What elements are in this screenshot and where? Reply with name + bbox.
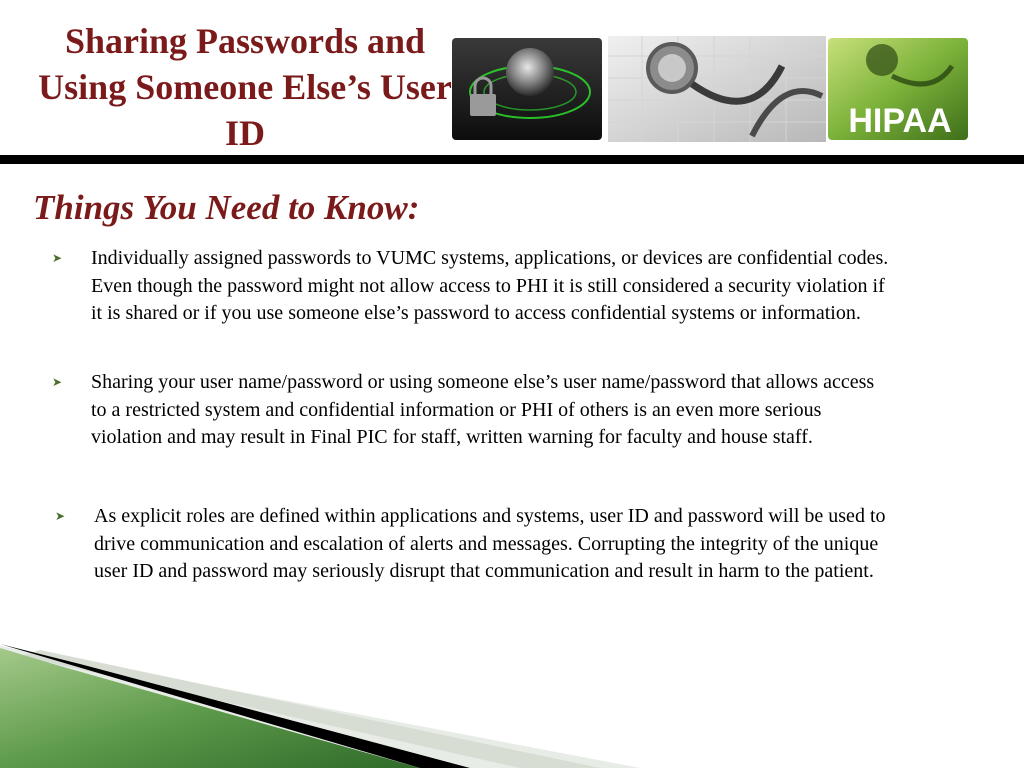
bullet-text: As explicit roles are defined within applications and systems, user ID and password will be used to drive communication and escalation of alerts and messages. Corrupting the integrity of the unique user ID and password may seriously disrupt that communication and result in harm to the patient. <box>94 505 886 582</box>
section-subtitle: Things You Need to Know: <box>33 188 420 227</box>
hipaa-badge-text: HIPAA <box>848 102 952 140</box>
footer-decoration <box>0 636 1024 768</box>
header-image-strip <box>452 36 968 142</box>
bullet-item <box>52 369 892 452</box>
arrow-bullet-icon: ➤ <box>55 509 66 523</box>
bullet-item <box>52 245 892 328</box>
arrow-bullet-icon: ➤ <box>52 375 63 389</box>
arrow-bullet-icon: ➤ <box>52 251 63 265</box>
bullet-text: Individually assigned passwords to VUMC systems, applications, or devices are confidential codes. Even though the password might not allow access to PHI it is still considered a security violation if it is shared or if you use someone else’s password to access confidential systems or information. <box>91 247 889 324</box>
globe-padlock-image <box>452 38 602 140</box>
header-divider <box>0 155 1024 164</box>
slide-title: Sharing Passwords and Using Someone Else’s User ID <box>38 21 452 153</box>
stethoscope-image <box>608 36 826 142</box>
bullet-text: Sharing your user name/password or using someone else’s user name/password that allows access to a restricted system and confidential information or PHI of others is an even more serious violation and may result in Final PIC for staff, written warning for faculty and house staff. <box>91 371 875 448</box>
hipaa-green-image <box>828 38 968 140</box>
bullet-item <box>55 503 895 586</box>
